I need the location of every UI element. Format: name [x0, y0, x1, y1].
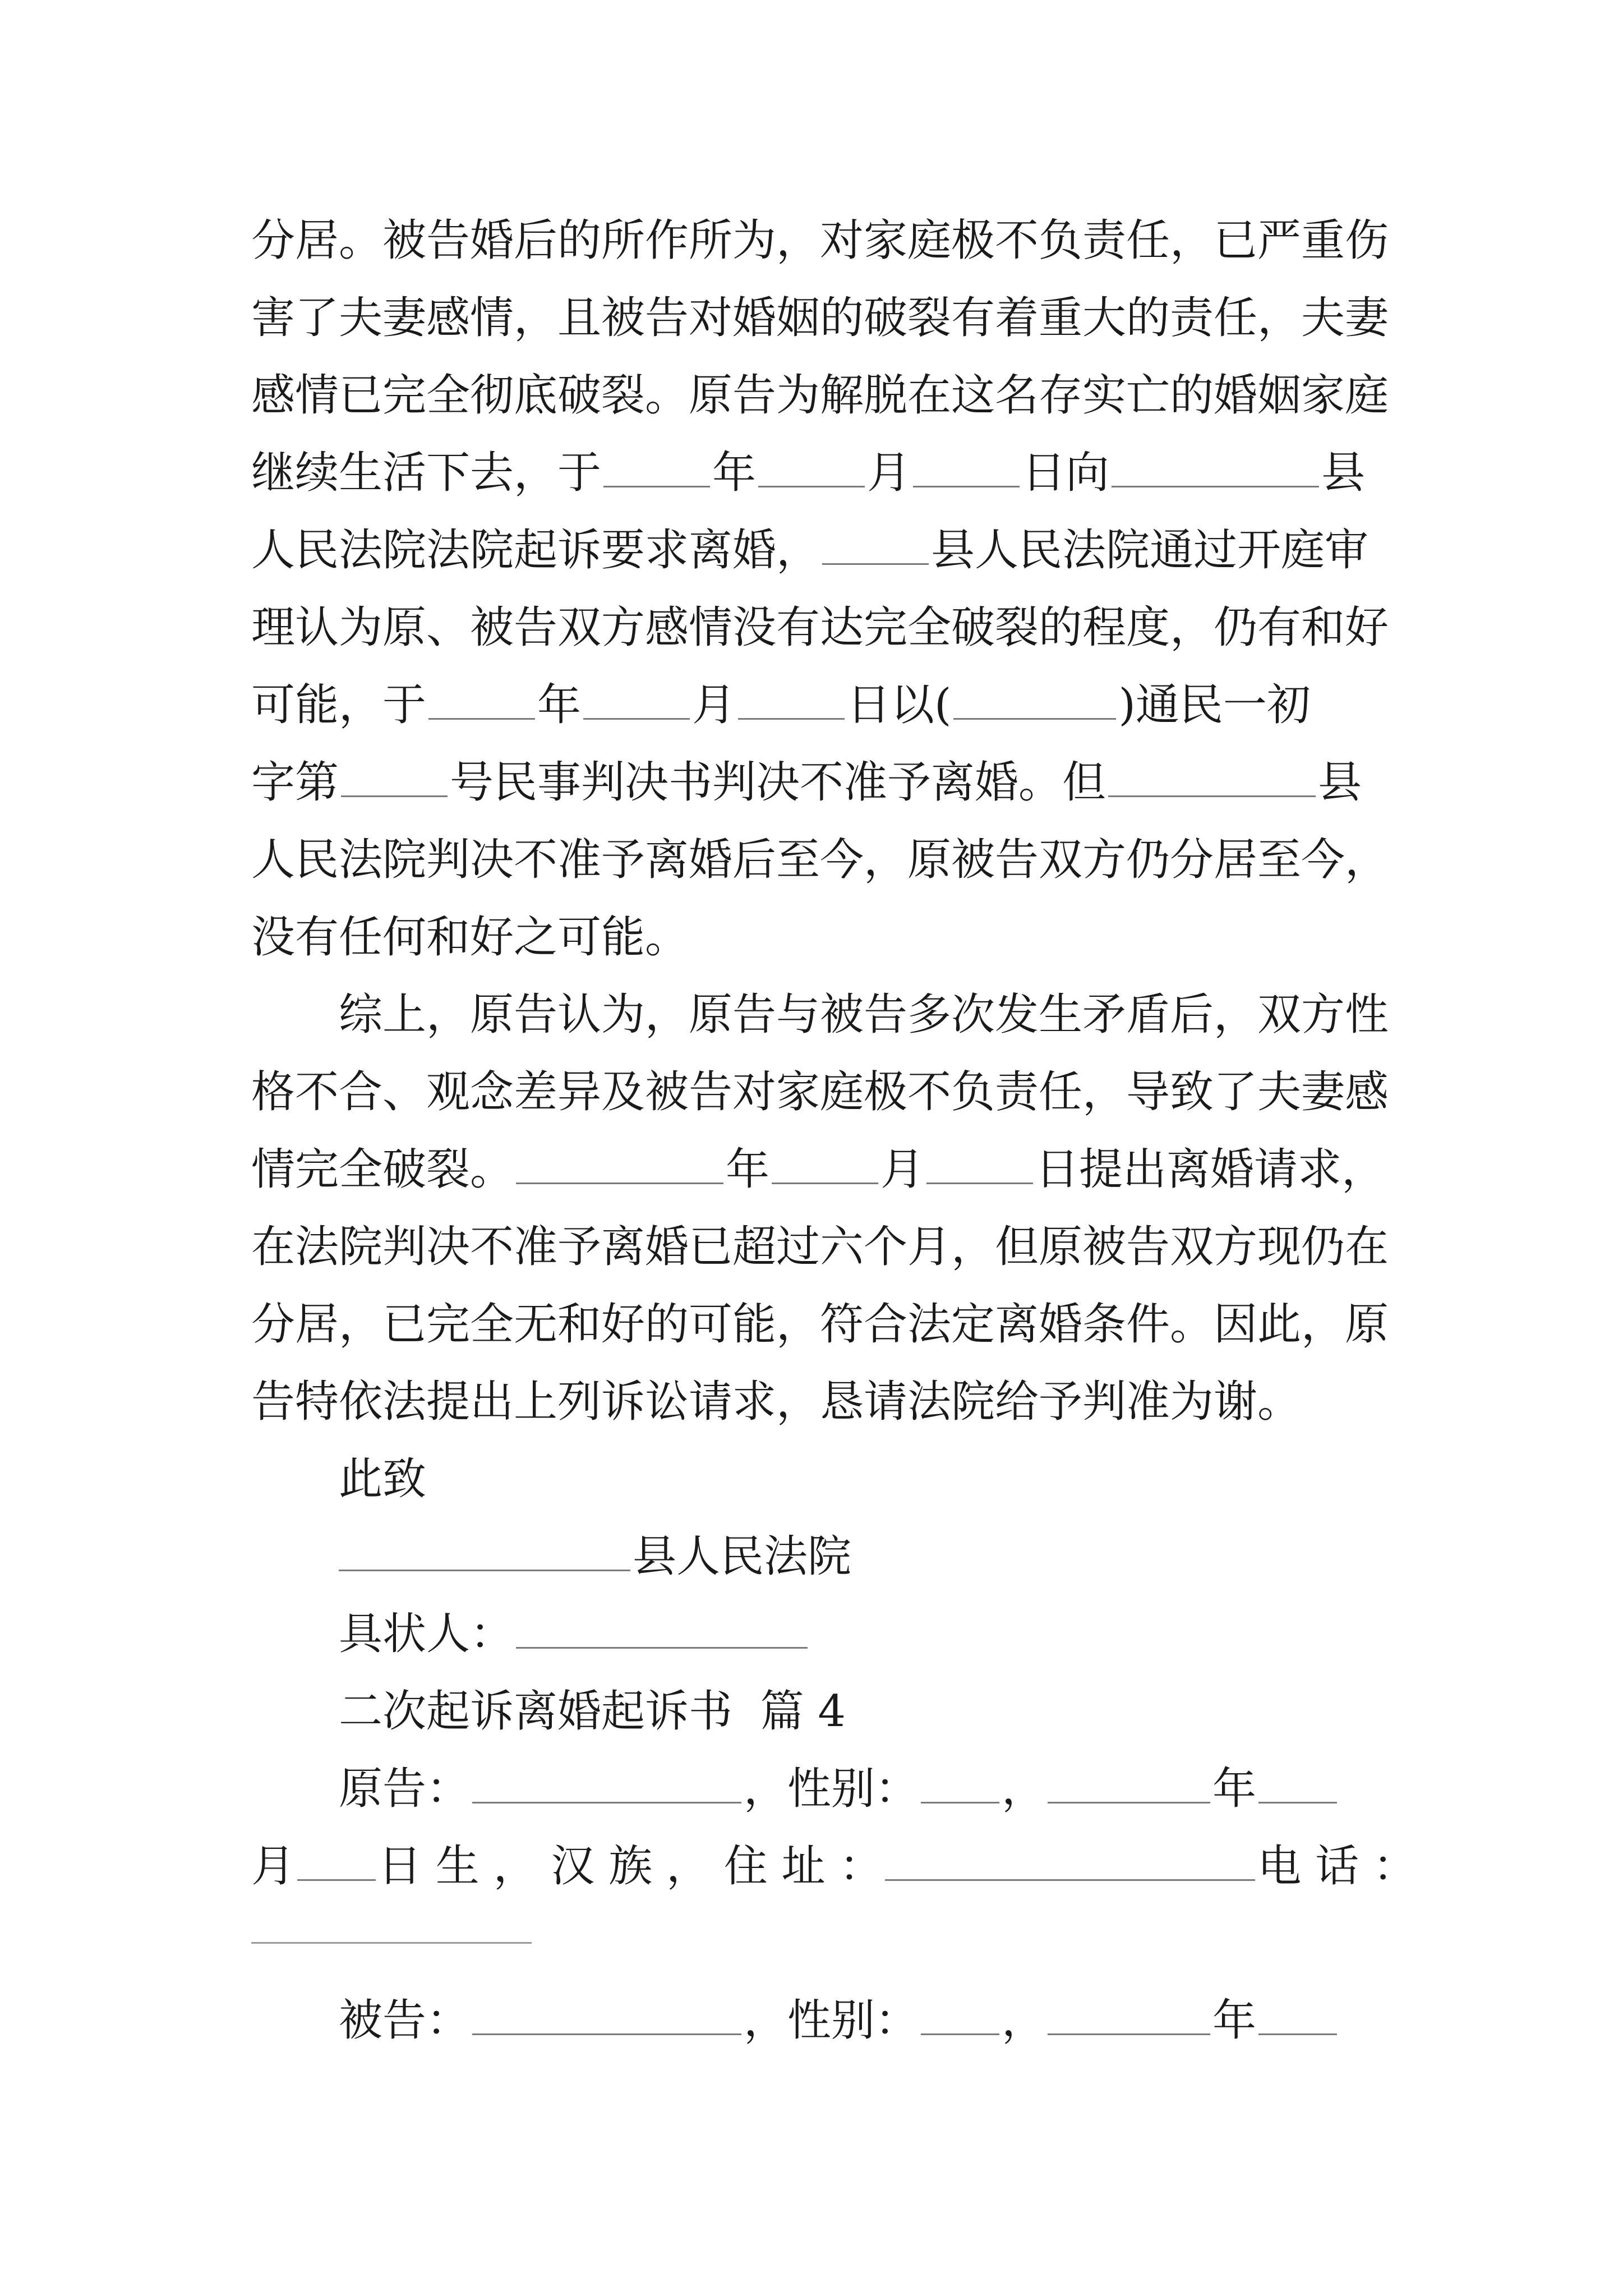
text-fragment: 号民事判决书判决不准予离婚。但 — [450, 757, 1106, 808]
text-line — [251, 434, 1417, 512]
blank-field — [583, 683, 690, 720]
text-fragment: 县人民法院通过开庭审 — [931, 525, 1369, 576]
court-name: 县人民法院 — [633, 1531, 852, 1582]
text-line: 分居。被告婚后的所作所为，对家庭极不负责任，已严重伤 — [251, 215, 1389, 266]
text-line: 人民法院判决不准予离婚后至今，原被告双方仍分居至今， — [251, 835, 1389, 885]
blank-field — [926, 1148, 1033, 1184]
plaintiff-line-2 — [251, 1828, 1417, 1905]
text-line — [251, 512, 1417, 589]
section-title: 二次起诉离婚起诉书 篇 4 — [339, 1686, 846, 1737]
text-fragment: 人民法院法院起诉要求离婚， — [251, 525, 820, 576]
text-line: 感情已完全彻底破裂。原告为解脱在这名存实亡的婚姻家庭 — [251, 370, 1389, 421]
separator-rule — [251, 1942, 532, 1944]
text-fragment: 月 — [867, 448, 911, 498]
text-line: 理认为原、被告双方感情没有达完全破裂的程度，仍有和好 — [251, 602, 1389, 653]
text-fragment: 县 — [1321, 448, 1366, 498]
text-line: 在法院判决不准予离婚已超过六个月，但原被告双方现仍在 — [251, 1222, 1389, 1272]
gender-label: ，性别： — [744, 1995, 919, 2046]
year-label: 年 — [1212, 1764, 1257, 1814]
blank-field — [758, 451, 865, 487]
text-fragment: 可能，于 — [251, 680, 427, 730]
year-label: 年 — [1212, 1995, 1257, 2046]
text-fragment: 月 — [692, 680, 736, 730]
phone-label: 电 话 ： — [1257, 1841, 1417, 1892]
text-fragment: 月 — [880, 1144, 925, 1195]
plaintiff-line — [251, 1750, 1417, 1828]
blank-field — [921, 1767, 999, 1803]
text-fragment: 日提出离婚请求， — [1035, 1144, 1386, 1195]
defendant-line — [251, 1982, 1417, 2059]
blank-field — [428, 683, 535, 720]
blank-field — [885, 1844, 1255, 1881]
text-line: 分居，已完全无和好的可能，符合法定离婚条件。因此，原 — [251, 1299, 1389, 1350]
text-line — [251, 744, 1417, 821]
text-fragment: ， — [1002, 1764, 1046, 1814]
paragraph-summary — [251, 976, 1417, 1441]
blank-field — [1258, 1767, 1337, 1803]
blank-field — [1048, 1767, 1210, 1803]
plaintiff-label: 原告： — [339, 1764, 471, 1814]
text-line: 综上，原告认为，原告与被告多次发生矛盾后，双方性 — [339, 990, 1389, 1040]
salutation: 此致 — [339, 1454, 427, 1504]
blank-field — [1108, 761, 1316, 797]
text-fragment: 年 — [726, 1144, 770, 1195]
text-fragment: 字第 — [251, 757, 339, 808]
text-fragment: 日 生 ， 汉 族 ， 住 址 ： — [378, 1841, 883, 1892]
blank-field — [516, 1148, 723, 1184]
blank-field — [913, 451, 1020, 487]
blank-field — [772, 1148, 878, 1184]
text-fragment: 日以( — [847, 680, 952, 730]
signer-label: 具状人： — [339, 1609, 514, 1659]
text-line: 告特依法提出上列诉讼请求，恳请法院给予判准为谢。 — [251, 1377, 1302, 1427]
gender-label: ，性别： — [744, 1764, 919, 1814]
blank-field — [603, 451, 710, 487]
text-line: 没有任何和好之可能。 — [251, 912, 689, 963]
blank-field — [1258, 1999, 1337, 2035]
signer-line — [251, 1595, 1417, 1673]
text-fragment: 情完全破裂。 — [251, 1144, 514, 1195]
blank-field — [921, 1999, 999, 2035]
text-fragment: 县 — [1318, 757, 1362, 808]
text-fragment: 年 — [712, 448, 757, 498]
paragraph-facts — [251, 202, 1417, 976]
text-fragment: ， — [1002, 1995, 1046, 2046]
blank-field — [1048, 1999, 1210, 2035]
text-fragment: 年 — [537, 680, 582, 730]
court-line — [251, 1518, 1417, 1595]
blank-field — [472, 1767, 741, 1803]
blank-field — [953, 683, 1116, 720]
text-line — [251, 1131, 1417, 1208]
text-fragment: 继续生活下去，于 — [251, 448, 602, 498]
text-fragment: )通民一初 — [1118, 680, 1311, 730]
text-line: 格不合、观念差异及被告对家庭极不负责任，导致了夫妻感 — [251, 1067, 1389, 1117]
blank-field — [1112, 451, 1319, 487]
blank-field — [341, 761, 448, 797]
blank-field — [822, 528, 929, 565]
blank-field — [472, 1999, 741, 2035]
defendant-label: 被告： — [339, 1995, 471, 2046]
text-line — [251, 666, 1417, 744]
blank-field — [738, 683, 845, 720]
blank-field — [516, 1612, 808, 1649]
text-fragment: 日向 — [1022, 448, 1110, 498]
text-line: 害了夫妻感情，且被告对婚姻的破裂有着重大的责任，夫妻 — [251, 293, 1389, 343]
document-page — [251, 202, 1417, 2059]
blank-field — [297, 1844, 376, 1881]
blank-field — [339, 1535, 630, 1571]
month-label: 月 — [251, 1841, 296, 1892]
